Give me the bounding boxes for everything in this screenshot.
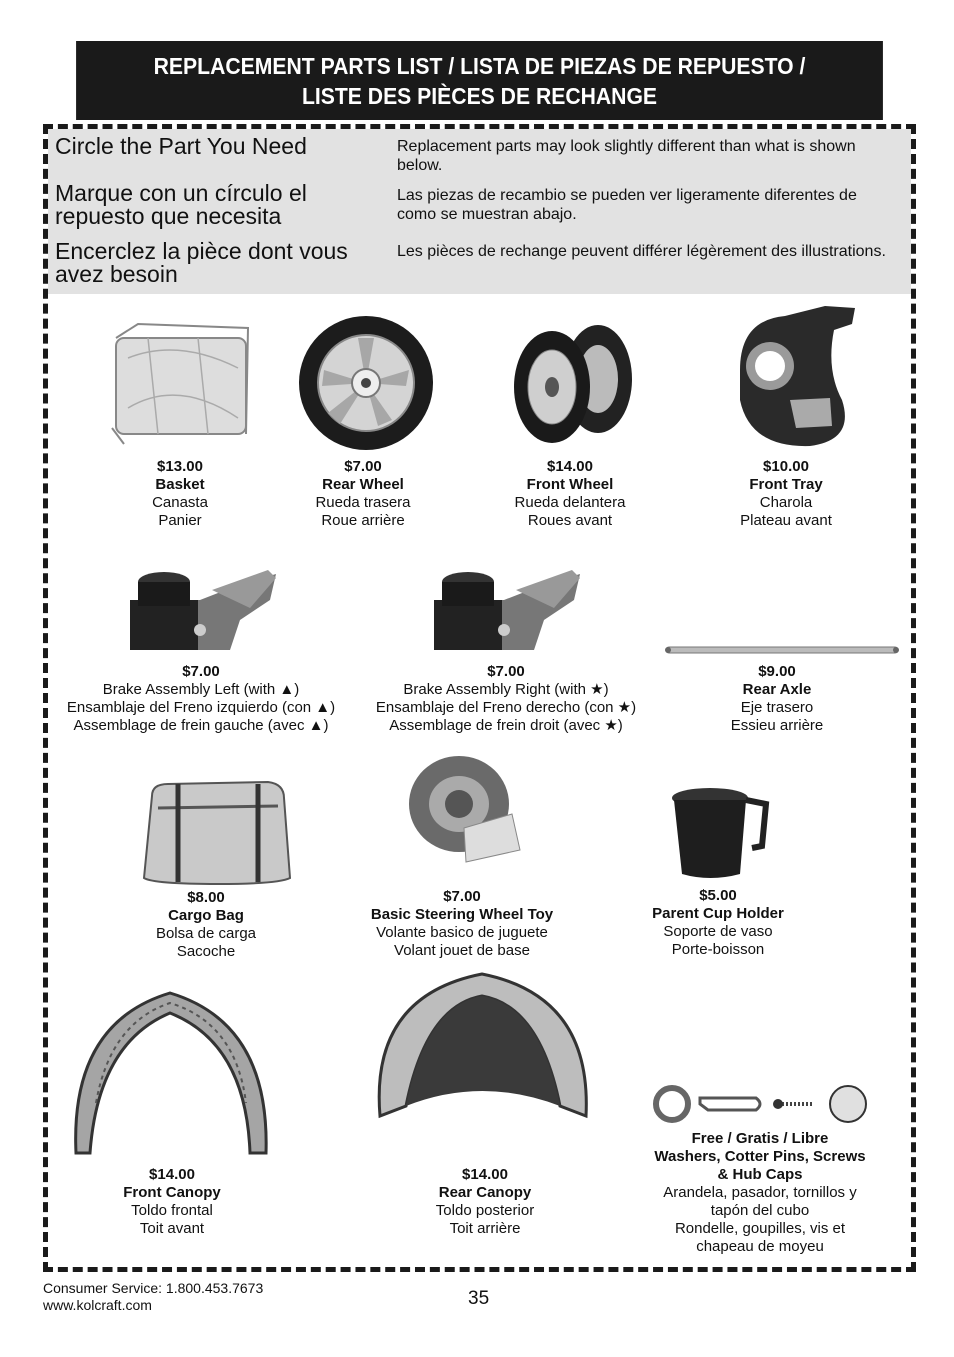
part-name-fr: Assemblage de frein gauche (avec ▲) <box>73 717 329 734</box>
header-line-1: REPLACEMENT PARTS LIST / LISTA DE PIEZAS DE REPUESTO / <box>153 53 806 79</box>
part-hardware <box>640 1130 880 1256</box>
consumer-service-phone: Consumer Service: 1.800.453.7673 <box>43 1280 264 1296</box>
rear-wheel-image <box>296 312 436 454</box>
part-name-es-line-2: tapón del cubo <box>710 1202 810 1219</box>
part-name-fr-line-2: chapeau de moyeu <box>696 1238 824 1255</box>
hardware-image <box>652 1080 872 1128</box>
part-rear-wheel <box>293 458 433 530</box>
part-price: $9.00 <box>758 663 796 680</box>
part-name: Front Canopy <box>123 1184 221 1201</box>
part-price: Free / Gratis / Libre <box>691 1130 829 1147</box>
part-brake-assembly-right <box>361 663 651 735</box>
part-name-fr: Rondelle, goupilles, vis et <box>674 1220 846 1237</box>
part-name-fr: Porte-boisson <box>671 941 765 958</box>
part-name: Front Tray <box>749 476 823 493</box>
circle-instructions <box>55 135 385 286</box>
part-name: Parent Cup Holder <box>652 905 784 922</box>
steering-wheel-toy-image <box>404 752 526 864</box>
part-name: Rear Wheel <box>322 476 404 493</box>
intro-panel <box>48 129 911 294</box>
cargo-bag-image <box>138 778 298 886</box>
part-cargo-bag <box>136 889 276 961</box>
part-name-es: Volante basico de juguete <box>376 924 548 941</box>
front-tray-image <box>730 300 860 448</box>
part-name: Basic Steering Wheel Toy <box>370 906 554 923</box>
website-link[interactable]: www.kolcraft.com <box>43 1297 152 1313</box>
part-name-es: Eje trasero <box>740 699 814 716</box>
header-line-2: LISTE DES PIÈCES DE RECHANGE <box>301 83 658 109</box>
part-name-fr: Sacoche <box>176 943 236 960</box>
part-rear-axle <box>707 663 847 735</box>
consumer-service-footer <box>43 1280 263 1314</box>
part-name-es: Soporte de vaso <box>663 923 773 940</box>
part-name-es: Ensamblaje del Freno derecho (con ★) <box>375 699 637 716</box>
part-price: $7.00 <box>487 663 525 680</box>
part-name: Brake Assembly Left (with ▲) <box>102 681 300 698</box>
part-name: Washers, Cotter Pins, Screws <box>654 1148 866 1165</box>
part-name-es: Toldo frontal <box>131 1202 213 1219</box>
part-front-canopy <box>102 1166 242 1238</box>
circle-instruction-en: Circle the Part You Need <box>55 133 307 159</box>
part-name-es: Toldo posterior <box>435 1202 535 1219</box>
appearance-notes <box>397 137 897 261</box>
part-name-es: Charola <box>759 494 813 511</box>
part-name: Front Wheel <box>526 476 614 493</box>
part-price: $7.00 <box>182 663 220 680</box>
part-name-fr: Assemblage de frein droit (avec ★) <box>389 717 623 734</box>
part-front-tray <box>716 458 856 530</box>
part-name: Brake Assembly Right (with ★) <box>403 681 609 698</box>
circle-instruction-es: Marque con un círculo el repuesto que necesita <box>55 180 307 229</box>
part-name-fr: Roue arrière <box>321 512 405 529</box>
part-parent-cup-holder <box>638 887 798 959</box>
parent-cup-holder-image <box>666 786 772 882</box>
brake-assembly-left-image <box>120 560 280 656</box>
part-price: $8.00 <box>187 889 225 906</box>
part-name-fr: Toit arrière <box>449 1220 521 1237</box>
part-brake-assembly-left <box>56 663 346 735</box>
part-name-es: Rueda delantera <box>514 494 626 511</box>
part-name-line-2: & Hub Caps <box>717 1166 803 1183</box>
part-price: $7.00 <box>443 888 481 905</box>
part-front-wheel <box>500 458 640 530</box>
part-steering-wheel-toy <box>362 888 562 960</box>
part-name-fr: Volant jouet de base <box>394 942 530 959</box>
note-en: Replacement parts may look slightly different than what is shown below. <box>397 138 856 174</box>
part-price: $14.00 <box>149 1166 195 1183</box>
part-name-fr: Roues avant <box>527 512 613 529</box>
part-price: $14.00 <box>462 1166 508 1183</box>
brake-assembly-right-image <box>424 560 584 656</box>
part-name-fr: Toit avant <box>139 1220 205 1237</box>
part-price: $14.00 <box>547 458 593 475</box>
part-name: Rear Axle <box>742 681 812 698</box>
part-name-fr: Panier <box>158 512 202 529</box>
circle-instruction-fr: Encerclez la pièce dont vous avez besoin <box>55 238 348 287</box>
note-fr: Les pièces de rechange peuvent différer légèrement des illustrations. <box>397 243 886 260</box>
parts-list-header <box>76 41 883 120</box>
front-wheel-image <box>510 323 635 445</box>
basket-image <box>108 318 254 450</box>
front-canopy-image <box>70 983 272 1167</box>
part-price: $10.00 <box>763 458 809 475</box>
part-name-fr: Plateau avant <box>740 512 832 529</box>
part-name: Rear Canopy <box>438 1184 532 1201</box>
part-price: $5.00 <box>699 887 737 904</box>
part-name-es: Rueda trasera <box>315 494 411 511</box>
part-name-es: Ensamblaje del Freno izquierdo (con ▲) <box>66 699 336 716</box>
part-name-fr: Essieu arrière <box>730 717 824 734</box>
part-rear-canopy <box>415 1166 555 1238</box>
part-price: $13.00 <box>157 458 203 475</box>
rear-axle-image <box>662 642 902 658</box>
part-name-es: Canasta <box>152 494 208 511</box>
part-name: Cargo Bag <box>168 907 244 924</box>
part-basket <box>120 458 240 530</box>
part-name-es: Bolsa de carga <box>155 925 257 942</box>
part-price: $7.00 <box>344 458 382 475</box>
note-es: Las piezas de recambio se pueden ver ligeramente diferentes de como se muestran abajo. <box>397 187 857 223</box>
rear-canopy-image <box>370 966 596 1128</box>
page-number: 35 <box>468 1288 490 1309</box>
part-name: Basket <box>155 476 205 493</box>
part-name-es: Arandela, pasador, tornillos y <box>663 1184 857 1201</box>
